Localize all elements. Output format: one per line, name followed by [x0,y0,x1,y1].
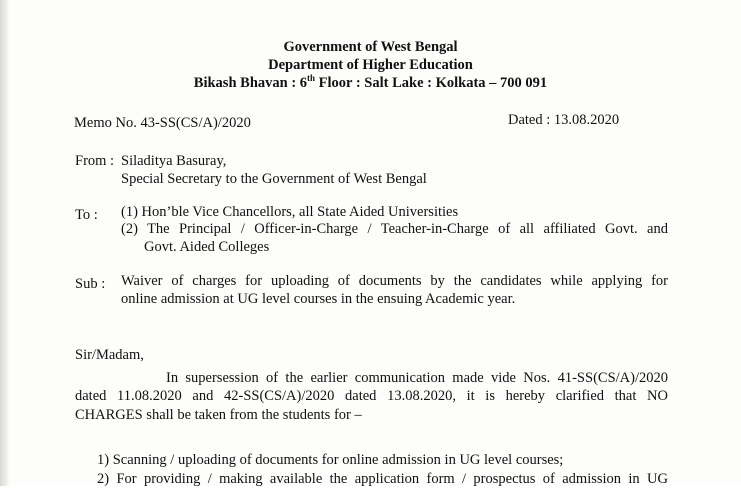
header-address-post: Floor : Salt Lake : Kolkata – 700 091 [315,75,548,91]
header-address-pre: Bikash Bhavan : 6 [193,75,308,91]
header-government: Government of West Bengal [283,39,458,55]
subject-line-1: Waiver of charges for uploading of documents by the candidates while applying for [121,273,668,289]
memo-number: Memo No. 43-SS(CS/A)/2020 [74,115,251,131]
from-designation: Special Secretary to the Government of West Bengal [121,171,427,187]
subject-label: Sub : [75,276,106,292]
header-address-sup: th [307,73,316,84]
header-department: Department of Higher Education [268,57,473,73]
subject-line-2: online admission at UG level courses in the ensuing Academic year. [121,291,516,307]
list-item-1: 1) Scanning / uploading of documents for online admission in UG level courses; [97,452,564,468]
body-line-1: In supersession of the earlier communication made vide Nos. 41-SS(CS/A)/2020 [166,370,668,386]
list-item-2: 2) For providing / making available the application form / prospectus of admission in UG [97,471,668,487]
body-line-2: dated 11.08.2020 and 42-SS(CS/A)/2020 dated 13.08.2020, it is hereby clarified that NO [75,388,668,404]
to-label: To : [75,207,98,223]
salutation: Sir/Madam, [75,347,144,363]
to-item-2: (2) The Principal / Officer-in-Charge / Teacher-in-Charge of all affiliated Govt. and [121,221,668,237]
header-address [0,74,741,92]
body-line-3: CHARGES shall be taken from the students for – [75,407,362,423]
from-label: From : [75,153,115,169]
memo-date: Dated : 13.08.2020 [508,112,620,128]
to-item-2-cont: Govt. Aided Colleges [144,239,270,255]
from-name: Siladitya Basuray, [121,153,227,169]
to-item-1: (1) Hon’ble Vice Chancellors, all State Aided Universities [121,204,459,220]
